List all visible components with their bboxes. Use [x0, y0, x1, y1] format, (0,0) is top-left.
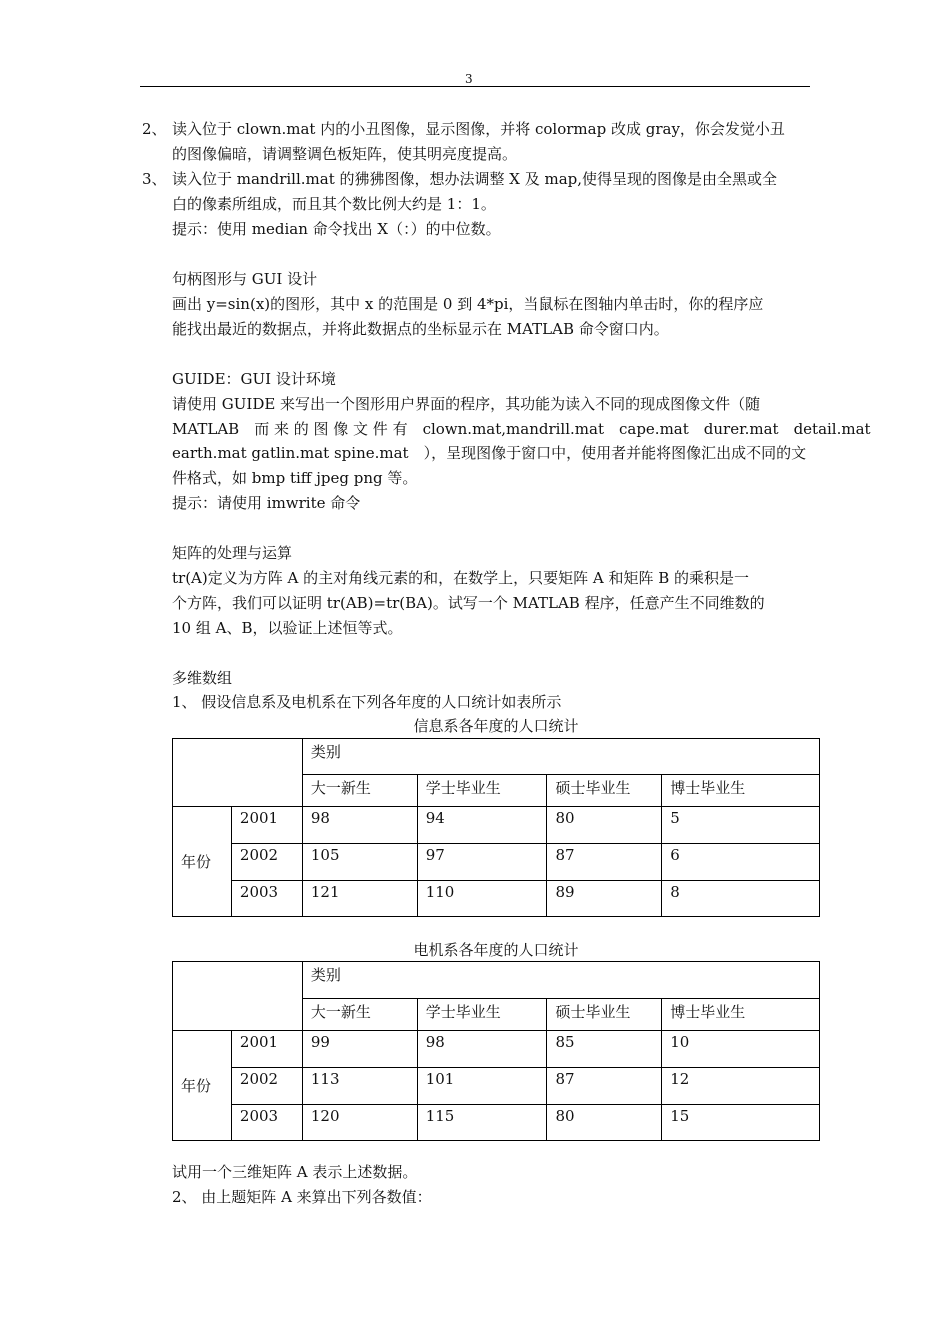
stats-table-info — [172, 738, 820, 917]
text-line: 试用一个三维矩阵 A 表示上述数据。 — [172, 1163, 418, 1181]
column-header: 硕士毕业生 — [547, 999, 662, 1031]
corner-cell — [173, 962, 303, 1031]
column-header: 大一新生 — [302, 775, 417, 807]
text-line: tr(A)定义为方阵 A 的主对角线元素的和，在数学上，只要矩阵 A 和矩阵 B 的乘积是一 — [172, 569, 750, 587]
data-cell: 80 — [547, 1105, 662, 1141]
data-cell: 97 — [417, 844, 547, 881]
data-cell: 6 — [662, 844, 820, 881]
corner-cell — [173, 739, 303, 807]
table-caption: 信息系各年度的人口统计 — [413, 717, 579, 735]
text-line: 2、 由上题矩阵 A 来算出下列各数值： — [172, 1188, 432, 1206]
section-title: GUIDE：GUI 设计环境 — [172, 370, 336, 388]
data-cell: 115 — [417, 1105, 547, 1141]
data-cell: 98 — [302, 807, 417, 844]
data-cell: 10 — [662, 1031, 820, 1068]
data-cell: 99 — [302, 1031, 417, 1068]
section-title: 句柄图形与 GUI 设计 — [172, 270, 318, 288]
year-cell: 2002 — [231, 1068, 302, 1105]
year-cell: 2001 — [231, 1031, 302, 1068]
data-cell: 101 — [417, 1068, 547, 1105]
column-header: 学士毕业生 — [417, 775, 547, 807]
data-cell: 15 — [662, 1105, 820, 1141]
text-line: 能找出最近的数据点，并将此数据点的坐标显示在 MATLAB 命令窗口内。 — [172, 320, 669, 338]
text-line: earth.mat gatlin.mat spine.mat ），呈现图像于窗口中，使用者并能将图像汇出成不同的文 — [172, 444, 807, 462]
text-line: 个方阵，我们可以证明 tr(AB)=tr(BA)。试写一个 MATLAB 程序，任意产生不同维数的 — [172, 594, 765, 612]
data-cell: 87 — [547, 1068, 662, 1105]
category-header: 类别 — [302, 739, 819, 775]
header-rule — [140, 86, 810, 87]
category-header: 类别 — [302, 962, 819, 999]
item-number: 2、 — [142, 120, 167, 138]
page-number: 3 — [465, 72, 473, 86]
text-line: 件格式，如 bmp tiff jpeg png 等。 — [172, 469, 418, 487]
column-header: 博士毕业生 — [662, 999, 820, 1031]
text-line: 读入位于 clown.mat 内的小丑图像，显示图像，并将 colormap 改成 gray，你会发觉小丑 — [172, 120, 785, 138]
text-line: 10 组 A、B，以验证上述恒等式。 — [172, 619, 403, 637]
column-header: 学士毕业生 — [417, 999, 547, 1031]
data-cell: 85 — [547, 1031, 662, 1068]
data-cell: 89 — [547, 881, 662, 917]
column-header: 大一新生 — [302, 999, 417, 1031]
year-cell: 2003 — [231, 1105, 302, 1141]
data-cell: 8 — [662, 881, 820, 917]
section-title: 多维数组 — [172, 669, 233, 687]
text-line: 请使用 GUIDE 来写出一个图形用户界面的程序，其功能为读入不同的现成图像文件（随 — [172, 395, 761, 413]
year-cell: 2002 — [231, 844, 302, 881]
text-line: MATLAB 而 来 的 图 像 文 件 有 clown.mat,mandrill.mat cape.mat durer.mat detail.mat — [172, 420, 871, 438]
column-header: 博士毕业生 — [662, 775, 820, 807]
year-cell: 2001 — [231, 807, 302, 844]
data-cell: 87 — [547, 844, 662, 881]
column-header: 硕士毕业生 — [547, 775, 662, 807]
text-line: 1、 假设信息系及电机系在下列各年度的人口统计如表所示 — [172, 693, 562, 711]
data-cell: 12 — [662, 1068, 820, 1105]
data-cell: 5 — [662, 807, 820, 844]
year-header: 年份 — [173, 807, 232, 917]
text-line: 白的像素所组成，而且其个数比例大约是 1：1。 — [172, 195, 496, 213]
text-line: 画出 y=sin(x)的图形，其中 x 的范围是 0 到 4*pi，当鼠标在图轴内单击时，你的程序应 — [172, 295, 764, 313]
year-header: 年份 — [173, 1031, 232, 1141]
data-cell: 105 — [302, 844, 417, 881]
text-line: 提示：使用 median 命令找出 X（：）的中位数。 — [172, 220, 501, 238]
data-cell: 121 — [302, 881, 417, 917]
stats-table-elec — [172, 961, 820, 1141]
data-cell: 94 — [417, 807, 547, 844]
text-line: 的图像偏暗，请调整调色板矩阵，使其明亮度提高。 — [172, 145, 518, 163]
data-cell: 80 — [547, 807, 662, 844]
text-line: 读入位于 mandrill.mat 的狒狒图像，想办法调整 X 及 map,使得呈现的图像是由全黑或全 — [172, 170, 778, 188]
item-number: 3、 — [142, 170, 167, 188]
year-cell: 2003 — [231, 881, 302, 917]
data-cell: 110 — [417, 881, 547, 917]
data-cell: 113 — [302, 1068, 417, 1105]
text-line: 提示：请使用 imwrite 命令 — [172, 494, 361, 512]
table-caption: 电机系各年度的人口统计 — [413, 941, 579, 959]
section-title: 矩阵的处理与运算 — [172, 544, 293, 562]
data-cell: 98 — [417, 1031, 547, 1068]
data-cell: 120 — [302, 1105, 417, 1141]
